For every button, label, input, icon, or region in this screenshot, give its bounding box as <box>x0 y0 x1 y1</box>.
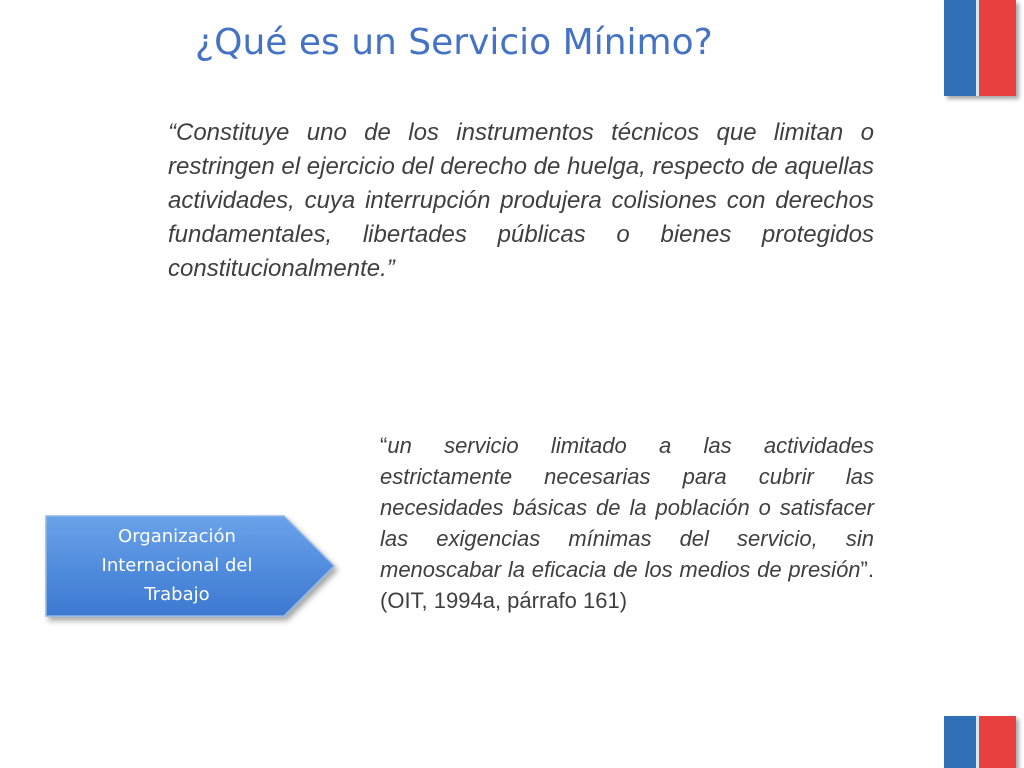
source-organization-label: Organización Internacional del Trabajo <box>101 526 253 605</box>
flag-red-stripe <box>979 0 1016 96</box>
flag-decoration-bottom <box>944 716 1016 768</box>
flag-decoration-top <box>944 0 1016 96</box>
oit-quote <box>380 430 874 616</box>
source-arrow-shape <box>46 516 334 616</box>
slide-title: ¿Qué es un Servicio Mínimo? <box>195 22 713 63</box>
flag-blue-stripe <box>944 716 979 768</box>
flag-red-stripe <box>979 716 1016 768</box>
quote-open-mark: “ <box>380 433 388 458</box>
oit-quote-text: un servicio limitado a las actividades estrictamente necesarias para cubrir las necesidades básicas de la población o satisfacer las exigencias mínimas del servicio, sin menoscabar la eficacia de los medios de presión <box>380 433 874 582</box>
definition-quote: “Constituye uno de los instrumentos técnicos que limitan o restringen el ejercicio del derecho de huelga, respecto de aquellas actividades, cuya interrupción produjera colisiones con derechos fundamentales, libertades públicas o bienes protegidos constitucionalmente.” <box>168 119 874 282</box>
oit-citation: ”. (OIT, 1994a, párrafo 161) <box>380 557 874 613</box>
flag-blue-stripe <box>944 0 979 96</box>
